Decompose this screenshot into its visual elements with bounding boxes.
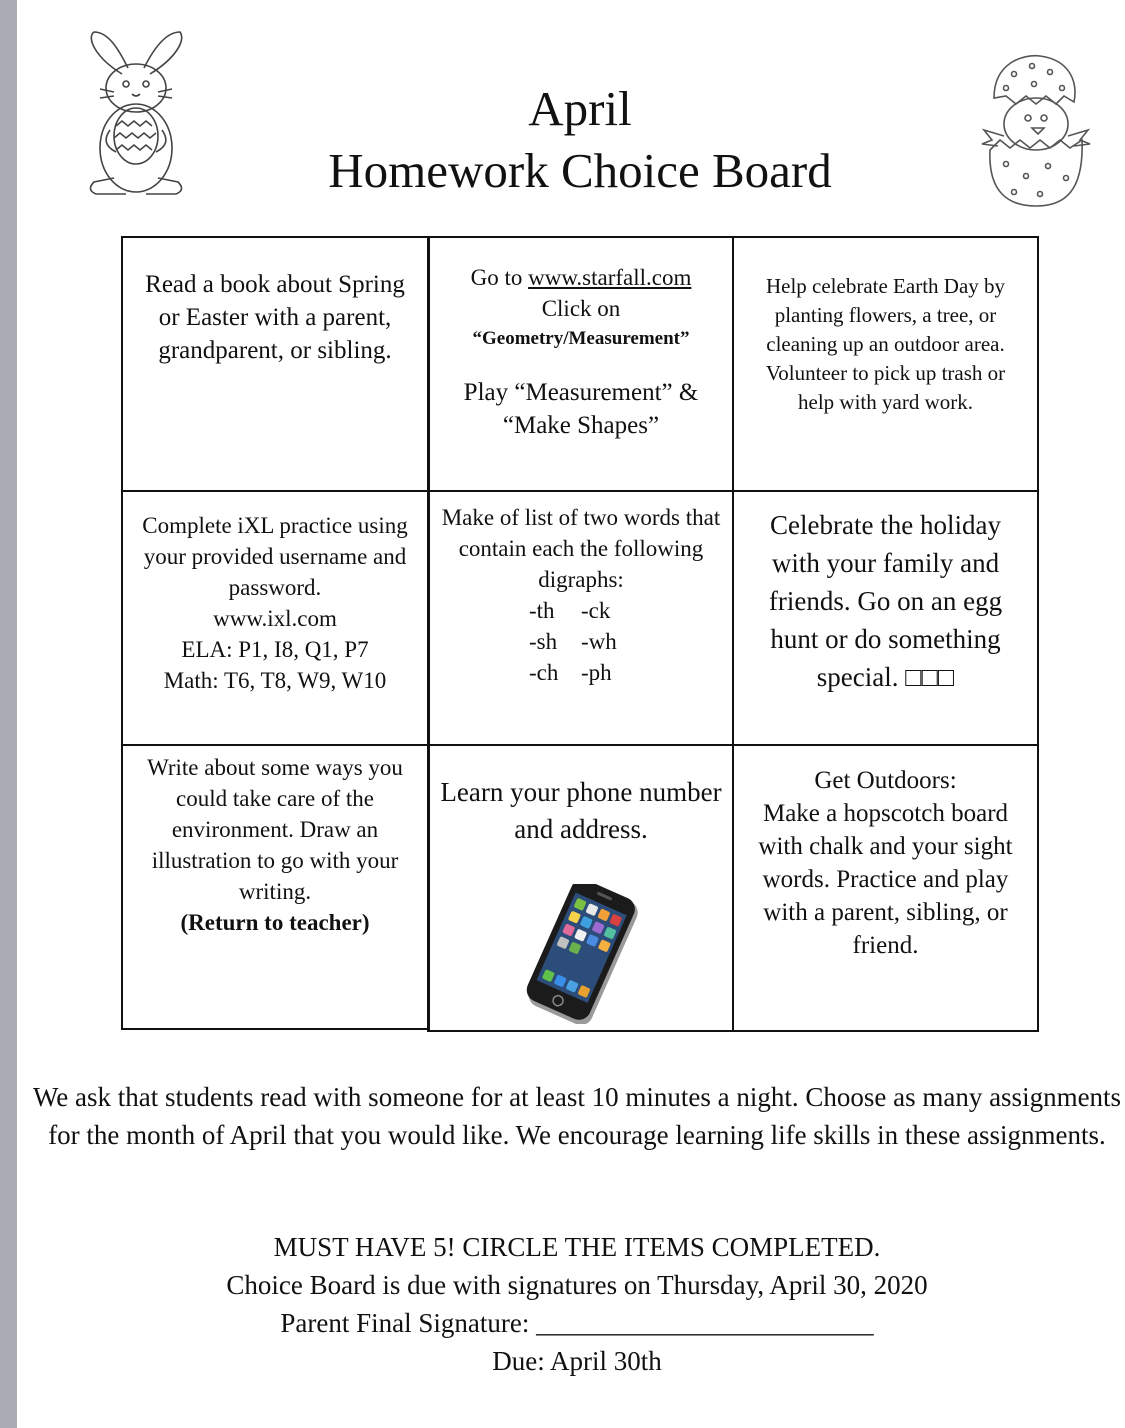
bunny-holding-egg-icon: [84, 28, 190, 200]
title-board: Homework Choice Board: [328, 143, 832, 198]
board-cell-outdoors: [732, 744, 1039, 1032]
digraph-row: [438, 595, 724, 626]
due-date: Due: April 30th: [492, 1346, 662, 1376]
board-cell-starfall: [427, 236, 734, 492]
cell-text: Write about some ways you could take care of the environment. Draw an illustration to go with your writing.: [147, 755, 403, 904]
digraph: -ch: [529, 660, 559, 685]
digraph: -ck: [581, 598, 611, 623]
due-info: [22, 1228, 1125, 1380]
starfall-link[interactable]: www.starfall.com: [528, 265, 692, 290]
board-cell-ixl: [121, 490, 429, 746]
instructions-paragraph: We ask that students read with someone for at least 10 minutes a night. Choose as many assignments for the month of April that you would like. We encourage learning life skills in these assignments.: [32, 1082, 1122, 1150]
cell-text: Complete iXL practice using your provided username and password.: [142, 513, 408, 600]
digraph: -th: [529, 598, 555, 623]
cell-text: ELA: P1, I8, Q1, P7: [181, 637, 369, 662]
left-margin-strip: [0, 0, 17, 1428]
board-cell-phone-number: [427, 744, 734, 1032]
page-title: [250, 78, 910, 202]
cell-text: Read a book about Spring or Easter with a parent, grandparent, or sibling.: [145, 271, 405, 364]
board-cell-read-book: [121, 236, 429, 492]
title-month: April: [528, 81, 632, 136]
cell-text: Math: T6, T8, W9, W10: [163, 668, 387, 693]
board-cell-holiday: [732, 490, 1039, 746]
parent-signature-line: Parent Final Signature: _________________________: [280, 1308, 874, 1338]
cell-text: Make of list of two words that contain each the following digraphs:: [441, 505, 721, 592]
digraph: -sh: [529, 629, 558, 654]
must-have-note: MUST HAVE 5! CIRCLE THE ITEMS COMPLETED.: [273, 1232, 881, 1262]
board-cell-earth-day: [732, 236, 1039, 492]
chick-in-egg-icon: [974, 52, 1098, 208]
cell-text: Celebrate the holiday with your family and friends. Go on an egg hunt or do something special. □□□: [768, 510, 1003, 692]
choice-board-grid: [121, 236, 1039, 1032]
board-cell-digraphs: [427, 490, 734, 746]
cell-text: Go to: [470, 265, 529, 290]
digraph: -wh: [581, 629, 617, 654]
cell-text: Click on: [541, 296, 621, 321]
cell-text-bold: (Return to teacher): [180, 910, 370, 935]
board-cell-environment: [121, 744, 429, 1030]
cell-text: Play “Measurement” & “Make Shapes”: [463, 379, 699, 439]
cell-text-bold: “Geometry/Measurement”: [472, 328, 690, 349]
cell-text: Help celebrate Earth Day by planting flowers, a tree, or cleaning up an outdoor area. Volunteer to pick up trash or help with yard work.: [765, 274, 1006, 414]
smartphone-icon: [511, 884, 651, 1024]
cell-text: Get Outdoors:: [814, 767, 957, 794]
digraph: -ph: [581, 660, 612, 685]
cell-text: Make a hopscotch board with chalk and your sight words. Practice and play with a parent, sibling, or friend.: [758, 800, 1013, 959]
cell-text: Learn your phone number and address.: [440, 777, 722, 844]
due-signatures-note: Choice Board is due with signatures on Thursday, April 30, 2020: [226, 1270, 928, 1300]
ixl-link[interactable]: www.ixl.com: [213, 606, 337, 631]
digraph-row: [438, 657, 724, 688]
digraph-row: [438, 626, 724, 657]
